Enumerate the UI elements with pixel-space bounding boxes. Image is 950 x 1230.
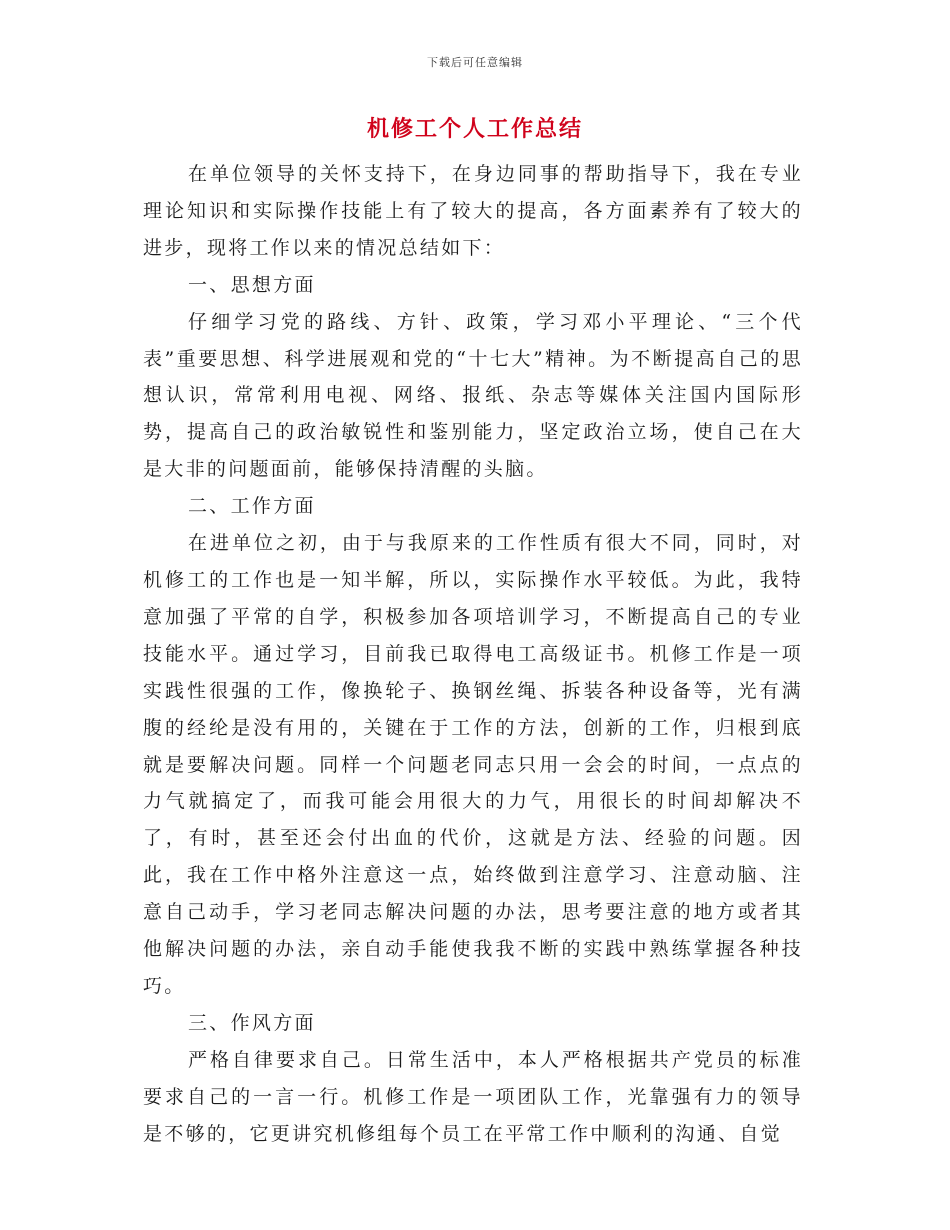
thought-paragraph: 仔细学习党的路线、方针、政策，学习邓小平理论、“三个代表”重要思想、科学进展观和党的“十七大”精神。为不断提高自己的思想认识，常常利用电视、网络、报纸、杂志等媒体关注国内国际形势，提高自己的政治敏锐性和鉴别能力，坚定政治立场，使自己在大是大非的问题面前，能够保持清醒的头脑。	[143, 310, 803, 481]
document-title: 机修工个人工作总结	[366, 116, 583, 142]
section-heading-style: 三、作风方面	[188, 1011, 316, 1034]
section-heading-thought: 一、思想方面	[188, 273, 316, 296]
section-heading-work: 二、工作方面	[188, 495, 316, 518]
work-paragraph: 在进单位之初，由于与我原来的工作性质有很大不同，同时，对机修工的工作也是一知半解，所以，实际操作水平较低。为此，我特意加强了平常的自学，积极参加各项培训学习，不断提高自己的专业技能水平。通过学习，目前我已取得电工高级证书。机修工作是一项实践性很强的工作，像换轮子、换钢丝绳、拆装各种设备等，光有满腹的经纶是没有用的，关键在于工作的方法，创新的工作，归根到底就是要解决问题。同样一个问题老同志只用一会会的时间，一点点的力气就搞定了，而我可能会用很大的力气，用很长的时间却解决不了，有时，甚至还会付出血的代价，这就是方法、经验的问题。因此，我在工作中格外注意这一点，始终做到注意学习、注意动脑、注意自己动手，学习老同志解决问题的办法，思考要注意的地方或者其他解决问题的办法，亲自动手能使我我不断的实践中熟练掌握各种技巧。	[143, 532, 803, 997]
style-paragraph: 严格自律要求自己。日常生活中，本人严格根据共产党员的标准要求自己的一言一行。机修工作是一项团队工作，光靠强有力的领导是不够的，它更讲究机修组每个员工在平常工作中顺利的沟通、自觉	[143, 1048, 803, 1145]
document-body	[143, 156, 803, 1152]
intro-paragraph: 在单位领导的关怀支持下，在身边同事的帮助指导下，我在专业理论知识和实际操作技能上有了较大的提高，各方面素养有了较大的进步，现将工作以来的情况总结如下：	[143, 163, 803, 259]
header-note: 下载后可任意编辑	[427, 56, 523, 69]
